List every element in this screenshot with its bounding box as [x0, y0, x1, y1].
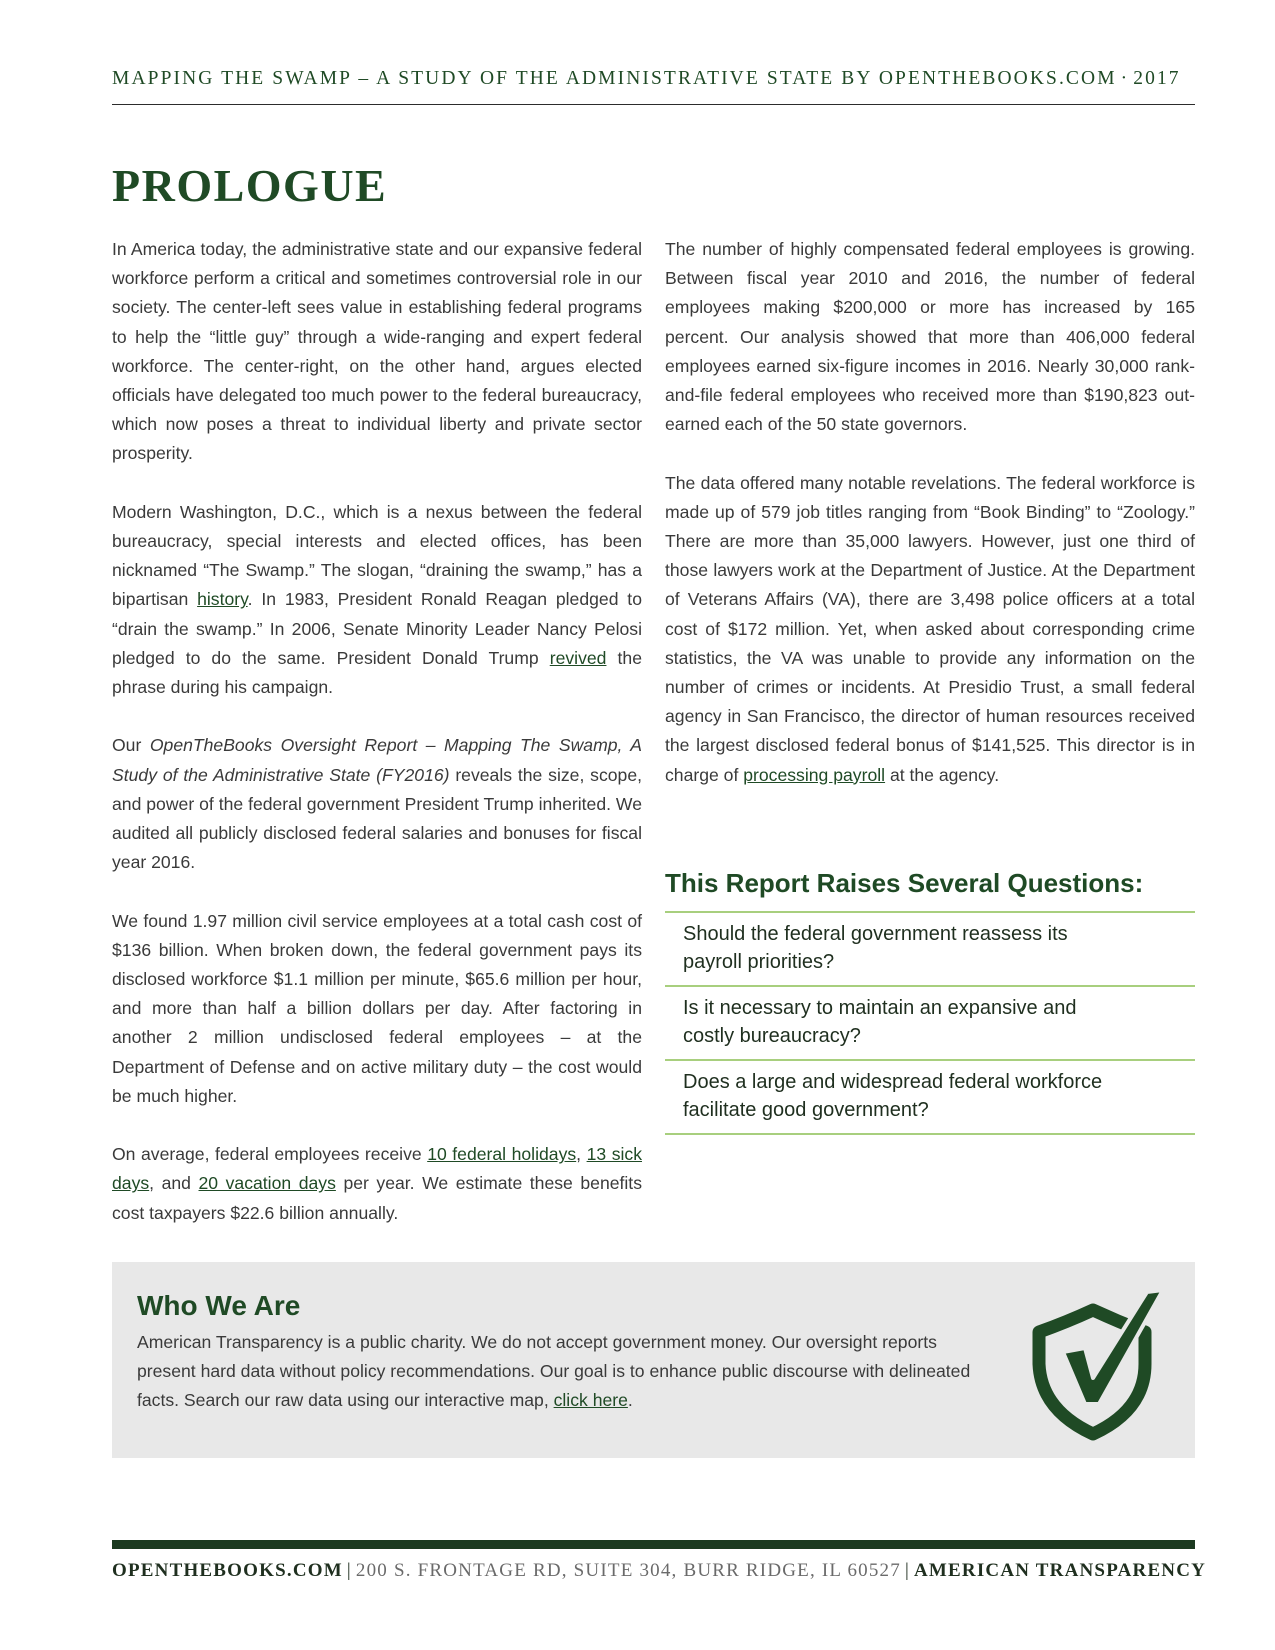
shield-checkmark-icon	[1027, 1282, 1167, 1442]
footer-divider: |	[904, 1560, 910, 1581]
who-we-are-text	[137, 1328, 997, 1415]
question-text: Should the federal government reassess its payroll priorities?	[683, 923, 1068, 973]
questions-heading: This Report Raises Several Questions:	[665, 868, 1144, 898]
who-we-are-heading: Who We Are	[137, 1290, 301, 1321]
paragraph-text: at the agency.	[885, 764, 1000, 785]
header-separator: ·	[1120, 68, 1130, 89]
paragraph-cost: We found 1.97 million civil service employees at a total cash cost of $136 billion. When broken down, the federal government pays its disclosed workforce $1.1 million per minute, $65.6 million per hour, and more than half a billion dollars per day. After factoring in another 2 million undisclosed federal employees – at the Department of Defense and on active military duty – the cost would be much higher.	[112, 910, 642, 1106]
click-here-link[interactable]: click here	[553, 1390, 628, 1410]
paragraph-report	[112, 731, 642, 877]
federal-holidays-link[interactable]: 10 federal holidays	[427, 1144, 577, 1165]
paragraph-text: Modern Washington, D.C., which is a nexus between the federal bureaucracy, special interests and elected offices, has been nicknamed “The Swamp.” The slogan, “draining the swamp,” has a bipartisan	[112, 501, 642, 610]
paragraph-text: ,	[576, 1144, 587, 1165]
header-report-title: MAPPING THE SWAMP – A STUDY OF THE ADMINISTRATIVE STATE	[112, 68, 835, 89]
history-link[interactable]: history	[197, 589, 248, 610]
paragraph-text: the phrase during his campaign.	[112, 647, 642, 698]
header-byline: BY OPENTHEBOOKS.COM	[841, 68, 1117, 89]
question-item	[665, 913, 1195, 987]
paragraph-text: On average, federal employees receive	[112, 1144, 428, 1165]
footer-org: AMERICAN TRANSPARENCY	[913, 1560, 1207, 1581]
footer-address: 200 S. FRONTAGE RD, SUITE 304, BURR RIDGE, IL 60527	[355, 1560, 901, 1581]
report-title-italic: OpenTheBooks Oversight Report – Mapping The Swamp, A Study of the Administrative State (FY2016)	[112, 735, 642, 785]
footer-rule	[112, 1540, 1195, 1549]
sick-days-link[interactable]: 13 sick days	[112, 1144, 642, 1194]
paragraph-text: The data offered many notable revelations. The federal workforce is made up of 579 job titles ranging from “Book Binding” to “Zoology.” There are more than 35,000 lawyers. However, just one third of those lawyers work at the Department of Justice. At the Department of Veterans Affairs (VA), there are 3,498 police officers at a total cost of $172 million. Yet, when asked about corresponding crime statistics, the VA was unable to provide any information on the number of crimes or incidents. At Presidio Trust, a small federal agency in San Francisco, the director of human resources received the largest disclosed federal bonus of $141,525. This director is in charge of	[665, 472, 1195, 785]
left-column	[112, 235, 642, 1257]
processing-payroll-link[interactable]: processing payroll	[743, 764, 886, 785]
header-year: 2017	[1133, 68, 1181, 89]
paragraph-swamp	[112, 498, 642, 702]
question-text: Is it necessary to maintain an expansive and costly bureaucracy?	[683, 997, 1077, 1047]
paragraph-text: American Transparency is a public charity. We do not accept government money. Our oversight reports present hard data without policy recommendations. Our goal is to enhance public discourse with delineated facts. Search our raw data using our interactive map,	[137, 1332, 971, 1410]
who-we-are-box	[112, 1262, 1195, 1458]
question-item	[665, 987, 1195, 1061]
running-header	[112, 64, 1195, 105]
right-column	[665, 235, 1195, 819]
question-text: Does a large and widespread federal workforce facilitate good government?	[683, 1071, 1103, 1121]
paragraph-intro: In America today, the administrative state and our expansive federal workforce perform a critical and sometimes controversial role in our society. The center-left sees value in establishing federal programs to help the “little guy” through a wide-ranging and expert federal workforce. The center-right, on the other hand, argues elected officials have delegated too much power to the federal bureaucracy, which now poses a threat to individual liberty and private sector prosperity.	[112, 239, 642, 464]
paragraph-benefits	[112, 1140, 642, 1228]
paragraph-text: Our	[112, 735, 150, 756]
paragraph-revelations	[665, 469, 1195, 790]
paragraph-text: , and	[149, 1173, 199, 1194]
revived-link[interactable]: revived	[549, 647, 607, 668]
footer-divider: |	[346, 1560, 352, 1581]
paragraph-text: per year. We estimate these benefits cost taxpayers $22.6 billion annually.	[112, 1173, 642, 1223]
vacation-days-link[interactable]: 20 vacation days	[198, 1173, 336, 1194]
paragraph-text: .	[627, 1390, 633, 1410]
paragraph-compensation: The number of highly compensated federal employees is growing. Between fiscal year 2010 and 2016, the number of federal employees making $200,000 or more has increased by 165 percent. Our analysis showed that more than 406,000 federal employees earned six-figure incomes in 2016. Nearly 30,000 rank-and-file federal employees who received more than $190,823 out-earned each of the 50 state governors.	[665, 239, 1195, 435]
page-title: PROLOGUE	[112, 160, 388, 211]
question-item	[665, 1061, 1195, 1135]
questions-list	[665, 911, 1195, 1135]
footer	[112, 1556, 1207, 1586]
paragraph-text: reveals the size, scope, and power of the federal government President Trump inherited. We audited all publicly disclosed federal salaries and bonuses for fiscal year 2016.	[112, 764, 642, 873]
paragraph-text: . In 1983, President Ronald Reagan pledged to “drain the swamp.” In 2006, Senate Minority Leader Nancy Pelosi pledged to do the same. President Donald Trump	[112, 589, 642, 668]
footer-site: OPENTHEBOOKS.COM	[112, 1560, 343, 1581]
